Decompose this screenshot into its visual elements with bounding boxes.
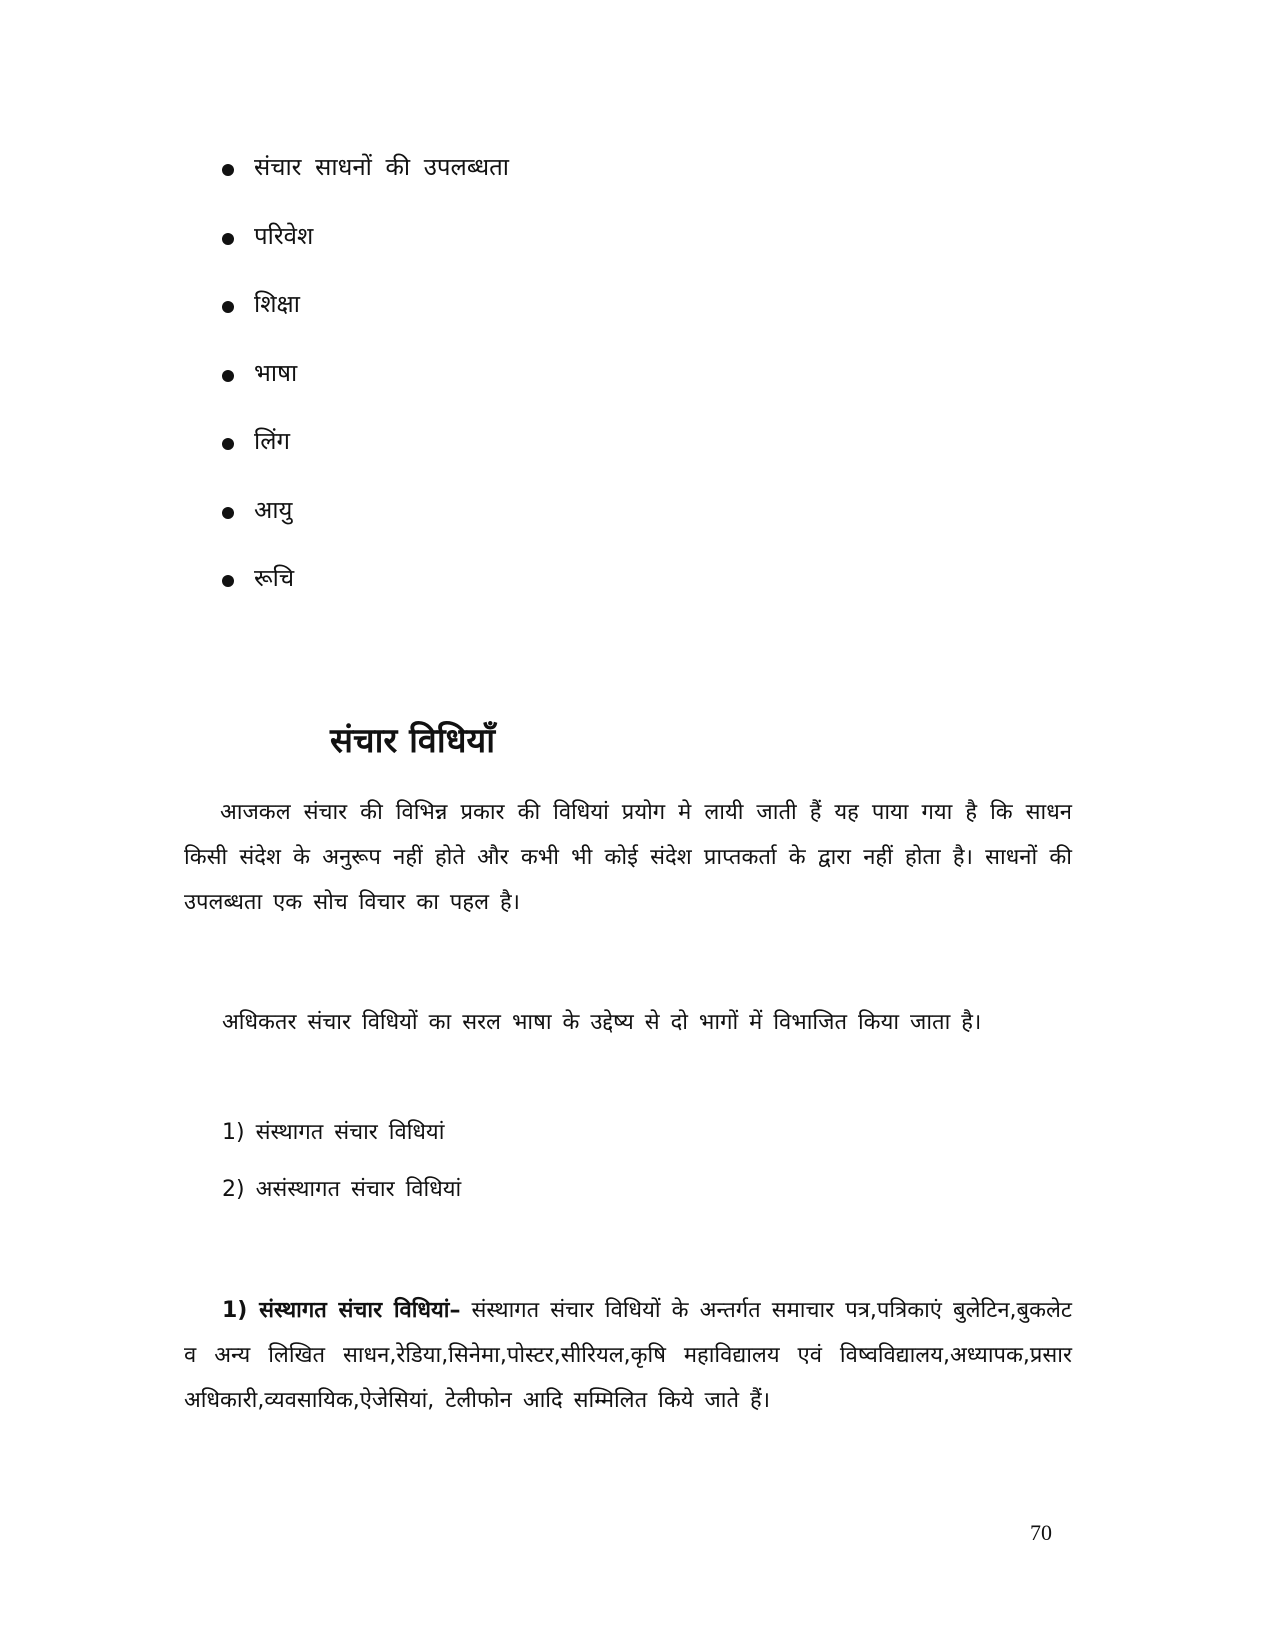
bullet-icon xyxy=(222,438,234,450)
bullet-text: संचार साधनों की उपलब्धता xyxy=(254,153,510,181)
bullet-icon xyxy=(222,233,234,245)
bullet-text: परिवेश xyxy=(254,221,314,250)
bullet-icon xyxy=(222,164,234,176)
list-item xyxy=(222,424,509,493)
paragraph-institutional-methods xyxy=(184,1288,1072,1423)
paragraph-body: संस्थागत संचार विधियों के अन्तर्गत समाचार पत्र,पत्रिकाएं बुलेटिन,बुकलेट व अन्य लिखित साधन,रेडिया,सिनेमा,पोस्टर,सीरियल,कृषि महाविद्यालय एवं विष्वविद्यालय,अध्यापक,प्रसार अधिकारी,व्यवसायिक,ऐजेसियां, टेलीफोन आदि सम्मिलित किये जाते हैं। xyxy=(184,1298,1072,1413)
paragraph-intro: आजकल संचार की विभिन्न प्रकार की विधियां प्रयोग मे लायी जाती हैं यह पाया गया है कि साधन किसी संदेश के अनुरूप नहीं होते और कभी भी कोई संदेश प्राप्तकर्ता के द्वारा नहीं होता है। साधनों की उपलब्धता एक सोच विचार का पहल है। xyxy=(184,800,1072,915)
list-item xyxy=(222,493,509,562)
bullet-text: भाषा xyxy=(254,358,298,387)
bullet-icon xyxy=(222,507,234,519)
list-item xyxy=(222,219,509,288)
list-item xyxy=(222,356,509,425)
section-heading: संचार विधियाँ xyxy=(330,721,496,761)
paragraph-classification: अधिकतर संचार विधियों का सरल भाषा के उद्देष्य से दो भागों में विभाजित किया जाता है। xyxy=(222,1010,982,1035)
list-item xyxy=(222,150,509,219)
bullet-text: आयु xyxy=(254,495,293,524)
bullet-text: लिंग xyxy=(254,427,290,455)
bullet-icon xyxy=(222,370,234,382)
bullet-list xyxy=(222,150,509,630)
numbered-item-institutional: 1) संस्थागत संचार विधियां xyxy=(222,1120,445,1145)
bullet-text: रूचि xyxy=(254,564,295,592)
list-item xyxy=(222,287,509,356)
bullet-icon xyxy=(222,301,234,313)
bullet-icon xyxy=(222,575,234,587)
bullet-text: शिक्षा xyxy=(254,290,300,318)
list-item xyxy=(222,561,509,630)
numbered-item-non-institutional: 2) असंस्थागत संचार विधियां xyxy=(222,1177,462,1202)
page-number: 70 xyxy=(1030,1520,1052,1545)
paragraph-lead: 1) संस्थागत संचार विधियां– xyxy=(222,1298,461,1323)
